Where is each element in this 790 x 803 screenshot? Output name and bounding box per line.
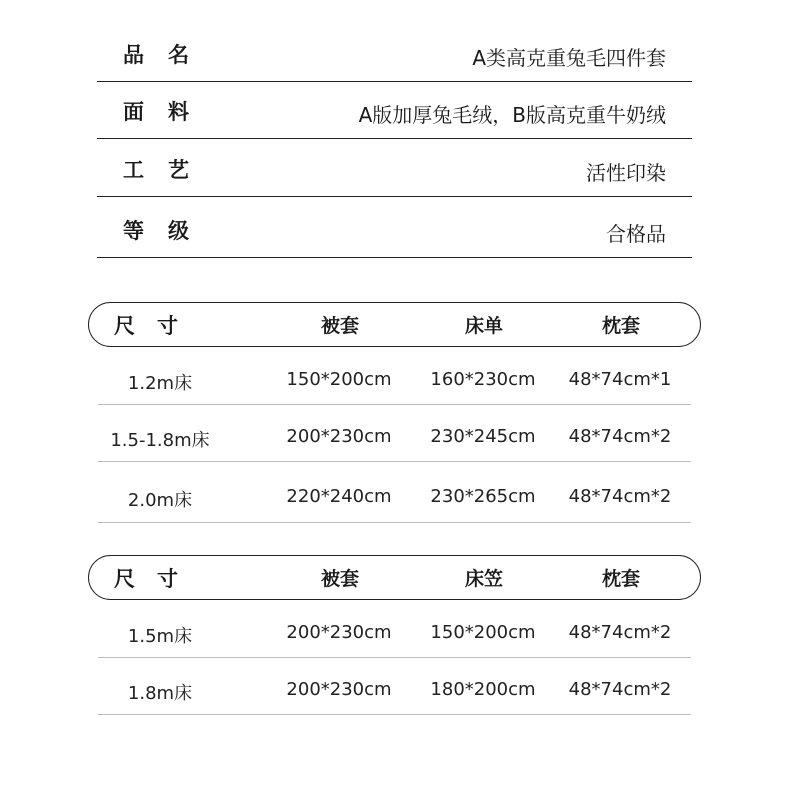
cell-pillowcase: 48*74cm*2 <box>568 622 672 643</box>
size-table-fitted-sheet <box>88 555 701 714</box>
table-row <box>88 657 701 714</box>
spec-value: A类高克重兔毛四件套 <box>472 46 666 70</box>
spec-list <box>97 33 692 258</box>
cell-size: 1.5m床 <box>127 626 193 647</box>
spec-row-craft <box>97 139 692 197</box>
spec-value: 活性印染 <box>586 161 666 185</box>
table-row <box>88 404 701 461</box>
cell-size: 2.0m床 <box>127 490 193 511</box>
cell-sheet: 230*245cm <box>430 426 536 447</box>
cell-duvet: 200*230cm <box>286 679 392 700</box>
cell-pillowcase: 48*74cm*1 <box>568 369 672 390</box>
header-size: 尺寸 <box>114 567 200 591</box>
header-pillowcase: 枕套 <box>601 568 641 590</box>
spec-label: 等级 <box>123 219 213 243</box>
cell-duvet: 220*240cm <box>286 486 392 507</box>
spec-row-fabric <box>97 82 692 139</box>
header-duvet: 被套 <box>320 568 360 590</box>
row-divider <box>98 714 691 715</box>
cell-fitted-sheet: 150*200cm <box>430 622 536 643</box>
cell-sheet: 160*230cm <box>430 369 536 390</box>
row-divider <box>98 522 691 523</box>
cell-size: 1.2m床 <box>127 373 193 394</box>
cell-pillowcase: 48*74cm*2 <box>568 426 672 447</box>
table-header <box>88 555 701 600</box>
table-row <box>88 347 701 404</box>
cell-pillowcase: 48*74cm*2 <box>568 679 672 700</box>
spec-label: 品名 <box>123 43 213 67</box>
spec-row-name <box>97 33 692 82</box>
cell-duvet: 200*230cm <box>286 426 392 447</box>
size-table-flat-sheet <box>88 302 701 518</box>
spec-label: 工艺 <box>123 158 213 182</box>
cell-duvet: 150*200cm <box>286 369 392 390</box>
cell-duvet: 200*230cm <box>286 622 392 643</box>
cell-size: 1.8m床 <box>127 683 193 704</box>
header-pillowcase: 枕套 <box>601 315 641 337</box>
header-fitted-sheet: 床笠 <box>464 568 504 590</box>
spec-value: A版加厚兔毛绒，B版高克重牛奶绒 <box>358 103 666 127</box>
cell-sheet: 230*265cm <box>430 486 536 507</box>
table-header <box>88 302 701 347</box>
header-duvet: 被套 <box>320 315 360 337</box>
spec-label: 面料 <box>123 100 213 124</box>
cell-pillowcase: 48*74cm*2 <box>568 486 672 507</box>
spec-value: 合格品 <box>606 222 666 246</box>
header-sheet: 床单 <box>464 315 504 337</box>
table-row <box>88 600 701 657</box>
header-size: 尺寸 <box>114 314 200 338</box>
cell-fitted-sheet: 180*200cm <box>430 679 536 700</box>
spec-row-grade <box>97 197 692 258</box>
cell-size: 1.5-1.8m床 <box>110 430 210 451</box>
table-row <box>88 461 701 518</box>
